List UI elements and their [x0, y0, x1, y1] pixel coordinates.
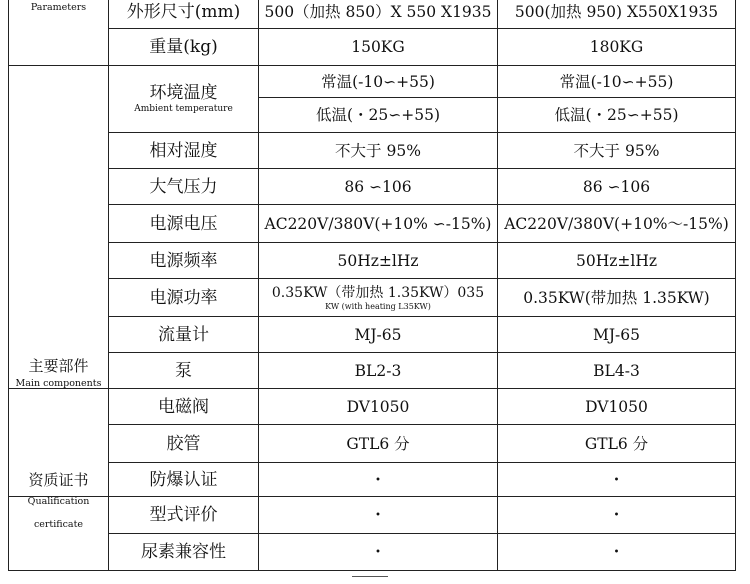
- value-pressure-model-1: 86 ∽106: [259, 169, 498, 205]
- param-ambient-temp-zh: 环境温度: [149, 83, 218, 103]
- value-explosion-cert-model-2: ・: [498, 463, 736, 497]
- row-power: [9, 279, 736, 317]
- value-type-eval-model-2: ・: [498, 497, 736, 534]
- category-parameters: [9, 0, 109, 66]
- value-hose-model-1: GTL6 分: [259, 425, 498, 463]
- value-power-model-1: [259, 279, 498, 317]
- value-solenoid-model-2: DV1050: [498, 389, 736, 425]
- value-pump-model-2: BL4-3: [498, 353, 736, 389]
- row-urea-compat: [9, 534, 736, 571]
- value-dimensions-model-2: 500(加热 950) X550X1935: [498, 0, 736, 29]
- category-qualification: [9, 471, 109, 571]
- category-main-components-en: Main components: [15, 378, 102, 389]
- value-urea-compat-model-2: ・: [498, 534, 736, 571]
- param-frequency: 电源频率: [109, 243, 259, 279]
- category-qualification-zh: 资质证书: [28, 471, 89, 489]
- row-voltage: [9, 205, 736, 243]
- value-humidity-model-2: 不大于 95%: [498, 133, 736, 169]
- param-pressure: 大气压力: [109, 169, 259, 205]
- value-dimensions-model-1: 500（加热 850）X 550 X1935: [259, 0, 498, 29]
- value-power-model-2: 0.35KW(带加热 1.35KW): [498, 279, 736, 317]
- row-explosion-cert: [9, 463, 736, 497]
- row-hose: [9, 425, 736, 463]
- param-dimensions: 外形尺寸(mm): [109, 0, 259, 29]
- value-flowmeter-model-1: MJ-65: [259, 317, 498, 353]
- value-temp-normal-model-2: 常温(-10∽+55): [498, 66, 736, 98]
- value-solenoid-model-1: DV1050: [259, 389, 498, 425]
- param-hose: 胶管: [109, 425, 259, 463]
- row-frequency: [9, 243, 736, 279]
- row-type-eval: [9, 497, 736, 534]
- value-pressure-model-2: 86 ∽106: [498, 169, 736, 205]
- value-urea-compat-model-1: ・: [259, 534, 498, 571]
- row-pressure: [9, 169, 736, 205]
- value-type-eval-model-1: ・: [259, 497, 498, 534]
- param-pump: 泵: [109, 353, 259, 389]
- value-pump-model-1: BL2-3: [259, 353, 498, 389]
- row-humidity: [9, 133, 736, 169]
- row-flowmeter: [9, 317, 736, 353]
- bottom-divider: [352, 576, 388, 577]
- param-flowmeter: 流量计: [109, 317, 259, 353]
- row-ambient-temp-normal: [9, 66, 736, 98]
- category-qualification-en-1: Qualification: [27, 496, 90, 507]
- row-dimensions: [9, 0, 736, 29]
- row-solenoid: [9, 389, 736, 425]
- value-frequency-model-2: 50Hz±lHz: [498, 243, 736, 279]
- param-voltage: 电源电压: [109, 205, 259, 243]
- value-power-model-1-main: 0.35KW（带加热 1.35KW）035: [271, 285, 485, 301]
- value-hose-model-2: GTL6 分: [498, 425, 736, 463]
- value-humidity-model-1: 不大于 95%: [259, 133, 498, 169]
- value-temp-low-model-1: 低温(・25∽+55): [259, 98, 498, 133]
- param-solenoid: 电磁阀: [109, 389, 259, 425]
- category-main-components-zh: 主要部件: [28, 357, 89, 375]
- param-weight: 重量(kg): [109, 29, 259, 66]
- value-power-model-1-en: KW (with heating L35KW): [325, 302, 431, 311]
- param-urea-compat: 尿素兼容性: [109, 534, 259, 571]
- value-weight-model-2: 180KG: [498, 29, 736, 66]
- param-explosion-cert: 防爆认证: [109, 463, 259, 497]
- spec-table: [8, 0, 736, 571]
- value-frequency-model-1: 50Hz±lHz: [259, 243, 498, 279]
- row-weight: [9, 29, 736, 66]
- param-type-eval: 型式评价: [109, 497, 259, 534]
- value-voltage-model-2: AC220V/380V(+10%～-15%): [498, 205, 736, 243]
- value-explosion-cert-model-1: ・: [259, 463, 498, 497]
- param-ambient-temp: [109, 66, 259, 133]
- value-weight-model-1: 150KG: [259, 29, 498, 66]
- category-parameters-continued: [9, 66, 109, 389]
- row-pump: [9, 353, 736, 389]
- value-temp-normal-model-1: 常温(-10∽+55): [259, 66, 498, 98]
- value-temp-low-model-2: 低温(・25∽+55): [498, 98, 736, 133]
- value-flowmeter-model-2: MJ-65: [498, 317, 736, 353]
- param-ambient-temp-en: Ambient temperature: [134, 104, 233, 114]
- value-voltage-model-1: AC220V/380V(+10% ∽-15%): [259, 205, 498, 243]
- category-qualification-en-2: certificate: [33, 519, 84, 530]
- category-parameters-en: Parameters: [30, 2, 87, 13]
- param-humidity: 相对湿度: [109, 133, 259, 169]
- param-power: 电源功率: [109, 279, 259, 317]
